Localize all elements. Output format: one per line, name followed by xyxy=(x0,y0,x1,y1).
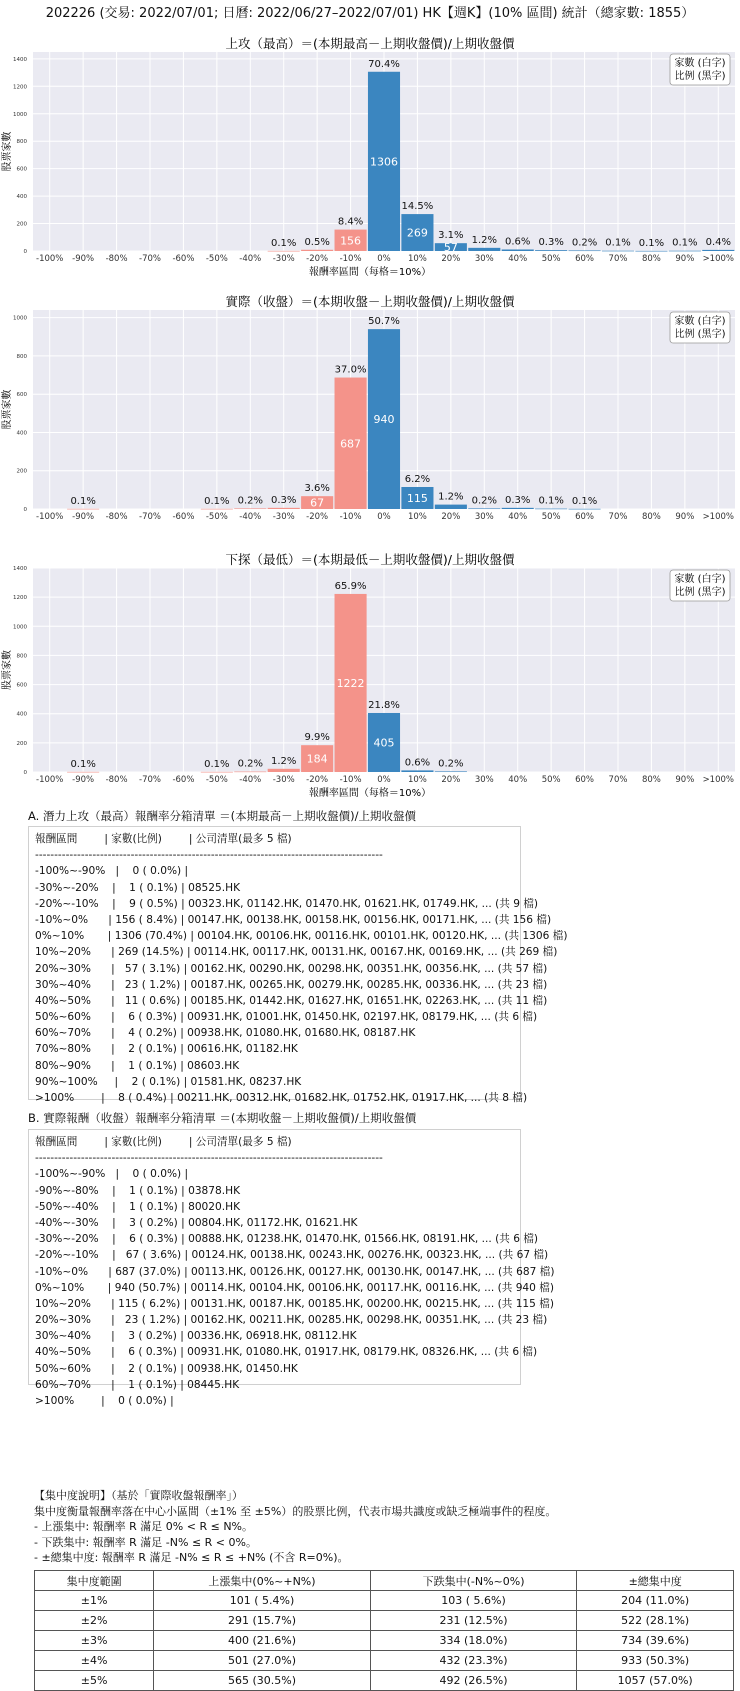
bar-percent-label: 0.1% xyxy=(204,758,230,770)
x-tick-label: -100% xyxy=(36,775,64,785)
x-tick-label: -70% xyxy=(139,775,161,785)
x-tick-label: -30% xyxy=(272,254,295,264)
x-tick-label: -10% xyxy=(339,775,362,785)
x-tick-label: -80% xyxy=(105,254,128,264)
list-item: 報酬區間 | 家數(比例) | 公司清單(最多 5 檔) xyxy=(35,833,292,845)
x-tick-label: -80% xyxy=(105,775,128,785)
x-tick-label: 80% xyxy=(641,512,661,522)
x-tick-label: -20% xyxy=(306,512,329,522)
bar-percent-label: 6.2% xyxy=(404,473,431,485)
page-title: 202226 (交易: 2022/07/01; 日曆: 2022/06/27–2022/07/01) HK【週K】(10% 區間) 統計（總家數: 1855） xyxy=(45,6,695,21)
bar-percent-label: 0.5% xyxy=(304,236,330,248)
bar-count-label: 115 xyxy=(406,491,428,505)
list-item: 70%~80% | 2 ( 0.1%) | 00616.HK, 01182.HK xyxy=(35,1043,298,1056)
table-header-cell: ±總集中度 xyxy=(577,1571,734,1591)
x-tick-label: >100% xyxy=(702,775,735,785)
list-item: >100% | 0 ( 0.0%) | xyxy=(35,1395,174,1407)
x-tick-label: -60% xyxy=(172,512,195,522)
bar-count-label: 57 xyxy=(443,241,458,255)
bar xyxy=(268,769,300,772)
table-row xyxy=(35,1611,734,1631)
bar-percent-label: 9.9% xyxy=(304,732,330,744)
bar xyxy=(268,508,300,509)
y-tick-label: 0 xyxy=(23,507,27,513)
bar xyxy=(468,508,500,509)
bar-count-label: 156 xyxy=(340,234,362,248)
bar-percent-label: 3.6% xyxy=(304,483,330,495)
list-item: 50%~60% | 6 ( 0.3%) | 00931.HK, 01001.HK, 01450.HK, 02197.HK, 08179.HK, ... (共 6 檔) xyxy=(35,1011,538,1024)
x-tick-label: 10% xyxy=(407,775,427,785)
table-header-row xyxy=(35,1571,734,1591)
table-cell: 501 (27.0%) xyxy=(154,1651,370,1671)
y-tick-label: 1200 xyxy=(13,595,27,602)
chart-title: 上攻（最高）＝(本期最高－上期收盤價)/上期收盤價 xyxy=(225,36,515,51)
bar xyxy=(234,772,266,773)
bar-percent-label: 0.3% xyxy=(538,237,564,249)
bar-percent-label: 0.1% xyxy=(70,495,96,507)
bar-count-label: 269 xyxy=(406,226,428,240)
list-item: 40%~50% | 11 ( 0.6%) | 00185.HK, 01442.HK, 01627.HK, 01651.HK, 02263.HK, ... (共 11 檔) xyxy=(35,994,548,1007)
y-tick-label: 800 xyxy=(16,353,27,360)
bar-percent-label: 0.1% xyxy=(538,495,564,507)
table-cell: 492 (26.5%) xyxy=(370,1671,577,1691)
legend-line: 家數 (白字) xyxy=(674,574,726,585)
x-tick-label: >100% xyxy=(702,512,735,522)
x-tick-label: -90% xyxy=(72,512,95,522)
bar-percent-label: 0.1% xyxy=(638,237,665,249)
x-tick-label: 50% xyxy=(541,775,561,785)
section-a-title: A. 潛力上攻（最高）報酬率分箱清單 ＝(本期最高－上期收盤價)/上期收盤價 xyxy=(28,809,416,823)
x-tick-label: 90% xyxy=(675,254,695,264)
bar-count-label: 1222 xyxy=(336,676,365,690)
y-tick-label: 800 xyxy=(16,653,27,660)
list-item: 50%~60% | 2 ( 0.1%) | 00938.HK, 01450.HK xyxy=(35,1362,298,1375)
chart-title: 下探（最低）＝(本期最低－上期收盤價)/上期收盤價 xyxy=(225,552,515,567)
bar xyxy=(569,509,601,510)
note-line: - 下跌集中: 報酬率 R 滿足 -N% ≤ R < 0%。 xyxy=(34,1535,257,1549)
table-cell: 101 ( 5.4%) xyxy=(154,1591,370,1611)
table-cell: 400 (21.6%) xyxy=(154,1631,370,1651)
x-tick-label: 0% xyxy=(377,512,391,522)
table-cell: 204 (11.0%) xyxy=(577,1591,734,1611)
bar-percent-label: 37.0% xyxy=(334,364,367,376)
y-tick-label: 600 xyxy=(16,166,27,173)
y-axis-label: 股票家數 xyxy=(2,650,13,690)
list-item: 0%~10% | 940 (50.7%) | 00114.HK, 00104.HK, 00106.HK, 00117.HK, 00116.HK, ... (共 940 檔) xyxy=(35,1281,555,1294)
y-tick-label: 800 xyxy=(16,139,27,146)
x-tick-label: 70% xyxy=(608,512,628,522)
table-header-cell: 集中度範圍 xyxy=(35,1571,154,1591)
bar xyxy=(535,250,567,251)
x-tick-label: -100% xyxy=(36,512,64,522)
bar-percent-label: 0.1% xyxy=(70,758,96,770)
y-tick-label: 0 xyxy=(23,770,27,776)
list-item: 30%~40% | 23 ( 1.2%) | 00187.HK, 00265.HK, 00279.HK, 00285.HK, 00336.HK, ... (共 23 檔) xyxy=(35,978,548,991)
list-item: 20%~30% | 23 ( 1.2%) | 00162.HK, 00211.HK, 00285.HK, 00298.HK, 00351.HK, ... (共 23 檔) xyxy=(35,1314,548,1327)
list-item: ------------------------------------------------------------------------------------------- xyxy=(35,849,383,862)
list-item: 90%~100% | 2 ( 0.1%) | 01581.HK, 08237.HK xyxy=(35,1075,302,1088)
bar-percent-label: 0.1% xyxy=(605,237,631,249)
bar-percent-label: 21.8% xyxy=(368,699,400,711)
y-tick-label: 600 xyxy=(16,392,27,399)
table-cell: 734 (39.6%) xyxy=(577,1631,734,1651)
bar-percent-label: 1.2% xyxy=(438,491,464,503)
bar xyxy=(435,505,467,509)
y-tick-label: 400 xyxy=(16,194,27,201)
list-item: 40%~50% | 6 ( 0.3%) | 00931.HK, 01080.HK, 01917.HK, 08179.HK, 08326.HK, ... (共 6 檔) xyxy=(35,1346,538,1359)
legend-line: 比例 (黑字) xyxy=(674,71,726,82)
bar xyxy=(602,251,634,252)
list-item: -50%~-40% | 1 ( 0.1%) | 80020.HK xyxy=(35,1200,241,1213)
list-item: -20%~-10% | 67 ( 3.6%) | 00124.HK, 00138.HK, 00243.HK, 00276.HK, 00323.HK, ... (共 67 檔) xyxy=(35,1249,549,1262)
y-tick-label: 400 xyxy=(16,430,27,437)
section-b-list xyxy=(28,1129,555,1407)
bar-percent-label: 65.9% xyxy=(334,580,367,592)
bar-percent-label: 0.6% xyxy=(505,236,531,248)
table-cell: 334 (18.0%) xyxy=(370,1631,577,1651)
table-cell: ±2% xyxy=(35,1611,154,1631)
x-tick-label: -10% xyxy=(339,254,362,264)
x-tick-label: 30% xyxy=(474,254,494,264)
table-row xyxy=(35,1651,734,1671)
table-header-cell: 下跌集中(-N%~0%) xyxy=(370,1571,577,1591)
bar xyxy=(502,508,534,509)
bar-percent-label: 14.5% xyxy=(401,201,434,213)
bar xyxy=(67,509,99,510)
x-tick-label: 20% xyxy=(441,775,461,785)
bar-percent-label: 0.1% xyxy=(271,237,297,249)
bar xyxy=(268,251,300,252)
y-tick-label: 1000 xyxy=(13,624,27,631)
chart-upside-high xyxy=(0,36,740,281)
list-item: ------------------------------------------------------------------------------------------- xyxy=(35,1152,383,1165)
x-tick-label: -90% xyxy=(72,775,95,785)
x-tick-label: 60% xyxy=(575,512,595,522)
list-item: 80%~90% | 1 ( 0.1%) | 08603.HK xyxy=(35,1059,240,1072)
x-tick-label: -50% xyxy=(205,775,228,785)
table-row xyxy=(35,1671,734,1691)
x-axis-label: 報酬率區間（每格＝10%） xyxy=(308,267,432,278)
x-tick-label: 40% xyxy=(508,775,528,785)
bar xyxy=(401,770,433,772)
x-tick-label: -70% xyxy=(139,254,161,264)
bar-percent-label: 0.2% xyxy=(471,495,497,507)
list-item: 20%~30% | 57 ( 3.1%) | 00162.HK, 00290.HK, 00298.HK, 00351.HK, 00356.HK, ... (共 57 檔) xyxy=(35,962,548,975)
bar-percent-label: 70.4% xyxy=(368,58,400,70)
chart-downside-low xyxy=(0,552,740,802)
section-b-title: B. 實際報酬（收盤）報酬率分箱清單 ＝(本期收盤－上期收盤價)/上期收盤價 xyxy=(28,1111,417,1125)
bar xyxy=(502,249,534,251)
list-item: 0%~10% | 1306 (70.4%) | 00104.HK, 00106.HK, 00116.HK, 00101.HK, 00120.HK, ... (共 1306 檔) xyxy=(35,930,568,943)
x-tick-label: 90% xyxy=(675,775,695,785)
x-tick-label: -80% xyxy=(105,512,128,522)
x-tick-label: 0% xyxy=(377,775,391,785)
bar xyxy=(468,248,500,251)
bar-percent-label: 0.1% xyxy=(204,495,230,507)
bar xyxy=(435,771,467,772)
y-tick-label: 0 xyxy=(23,249,27,255)
list-item: -10%~0% | 687 (37.0%) | 00113.HK, 00126.HK, 00127.HK, 00130.HK, 00147.HK, ... (共 687 檔) xyxy=(35,1265,555,1278)
table-cell: 565 (30.5%) xyxy=(154,1671,370,1691)
x-tick-label: -20% xyxy=(306,775,329,785)
y-tick-label: 1200 xyxy=(13,84,27,91)
list-item: 10%~20% | 269 (14.5%) | 00114.HK, 00117.HK, 00131.HK, 00167.HK, 00169.HK, ... (共 269 檔) xyxy=(35,946,558,959)
legend-box xyxy=(670,54,730,85)
x-tick-label: 20% xyxy=(441,512,461,522)
y-axis-label: 股票家數 xyxy=(2,389,13,430)
list-item: 30%~40% | 3 ( 0.2%) | 00336.HK, 06918.HK, 08112.HK xyxy=(35,1330,357,1343)
x-tick-label: -40% xyxy=(239,512,262,522)
table-cell: ±3% xyxy=(35,1631,154,1651)
x-tick-label: 10% xyxy=(407,512,427,522)
note-line: - ±總集中度: 報酬率 R 滿足 -N% ≤ R ≤ +N% (不含 R=0%)。 xyxy=(34,1551,349,1564)
list-item: -40%~-30% | 3 ( 0.2%) | 00804.HK, 01172.HK, 01621.HK xyxy=(35,1216,358,1229)
x-tick-label: >100% xyxy=(702,254,735,264)
x-tick-label: 20% xyxy=(441,254,461,264)
concentration-note xyxy=(34,1488,556,1566)
note-line: 【集中度說明】（基於「實際收盤報酬率」） xyxy=(34,1489,243,1502)
y-tick-label: 200 xyxy=(16,468,27,475)
bar xyxy=(569,250,601,251)
bar-percent-label: 0.3% xyxy=(505,494,531,506)
legend-box xyxy=(670,312,730,343)
bar-percent-label: 3.1% xyxy=(438,230,464,242)
x-tick-label: 50% xyxy=(541,512,561,522)
bar-count-label: 1306 xyxy=(370,155,398,169)
bar-percent-label: 0.1% xyxy=(672,237,698,249)
bar-count-label: 67 xyxy=(310,496,325,510)
x-tick-label: -10% xyxy=(339,512,362,522)
x-tick-label: -50% xyxy=(205,254,228,264)
x-tick-label: 80% xyxy=(641,254,661,264)
y-tick-label: 400 xyxy=(16,711,27,718)
table-cell: 103 ( 5.6%) xyxy=(370,1591,577,1611)
list-item: -100%~-90% | 0 ( 0.0%) | xyxy=(35,865,189,878)
table-cell: ±4% xyxy=(35,1651,154,1671)
x-tick-label: 0% xyxy=(377,254,391,264)
legend-line: 比例 (黑字) xyxy=(674,329,726,340)
x-tick-label: 30% xyxy=(474,512,494,522)
legend-line: 比例 (黑字) xyxy=(674,587,726,598)
table-cell: 1057 (57.0%) xyxy=(577,1671,734,1691)
x-tick-label: -20% xyxy=(306,254,329,264)
bar xyxy=(702,250,734,251)
table-cell: 291 (15.7%) xyxy=(154,1611,370,1631)
bar-percent-label: 0.1% xyxy=(571,495,598,507)
x-tick-label: 80% xyxy=(641,775,661,785)
bar-percent-label: 0.6% xyxy=(404,757,431,769)
bar-count-label: 687 xyxy=(340,437,362,451)
list-item: -100%~-90% | 0 ( 0.0%) | xyxy=(35,1168,189,1181)
x-tick-label: 40% xyxy=(508,254,528,264)
table-cell: 933 (50.3%) xyxy=(577,1651,734,1671)
x-tick-label: -40% xyxy=(239,254,262,264)
x-tick-label: -30% xyxy=(272,775,295,785)
table-cell: 231 (12.5%) xyxy=(370,1611,577,1631)
x-tick-label: 60% xyxy=(575,775,595,785)
bar xyxy=(67,772,99,773)
y-tick-label: 200 xyxy=(16,221,27,228)
y-tick-label: 600 xyxy=(16,682,27,689)
legend-line: 家數 (白字) xyxy=(674,58,726,69)
bar xyxy=(201,509,233,510)
table-row xyxy=(35,1591,734,1611)
list-item: 60%~70% | 1 ( 0.1%) | 08445.HK xyxy=(35,1378,240,1391)
x-tick-label: 90% xyxy=(675,512,695,522)
table-cell: ±5% xyxy=(35,1671,154,1691)
bar-count-label: 405 xyxy=(373,736,395,750)
x-tick-label: -40% xyxy=(239,775,262,785)
bar xyxy=(301,250,333,251)
legend-box xyxy=(670,570,730,601)
table-header-cell: 上漲集中(0%~+N%) xyxy=(154,1571,370,1591)
y-tick-label: 1400 xyxy=(13,566,27,572)
bar-percent-label: 50.7% xyxy=(368,316,400,328)
x-tick-label: -60% xyxy=(172,775,195,785)
x-tick-label: -90% xyxy=(72,254,95,264)
y-tick-label: 200 xyxy=(16,740,27,747)
x-tick-label: 70% xyxy=(608,254,628,264)
section-a-list xyxy=(28,826,568,1104)
bar-percent-label: 1.2% xyxy=(271,755,297,767)
bar xyxy=(234,508,266,509)
x-tick-label: 50% xyxy=(541,254,561,264)
x-tick-label: 30% xyxy=(474,775,494,785)
table-row xyxy=(35,1631,734,1651)
list-item: -90%~-80% | 1 ( 0.1%) | 03878.HK xyxy=(35,1184,241,1197)
x-tick-label: 70% xyxy=(608,775,628,785)
note-line: 集中度衡量報酬率落在中心小區間（±1% 至 ±5%）的股票比例，代表市場共識度或缺乏極端事件的程度。 xyxy=(34,1504,557,1518)
table-cell: ±1% xyxy=(35,1591,154,1611)
bar xyxy=(201,772,233,773)
x-tick-label: 10% xyxy=(407,254,427,264)
x-tick-label: -50% xyxy=(205,512,228,522)
y-tick-label: 1000 xyxy=(13,315,27,322)
list-item: -10%~0% | 156 ( 8.4%) | 00147.HK, 00138.HK, 00158.HK, 00156.HK, 00171.HK, ... (共 156 檔) xyxy=(35,913,552,926)
list-item: 60%~70% | 4 ( 0.2%) | 00938.HK, 01080.HK, 01680.HK, 08187.HK xyxy=(35,1027,416,1040)
list-item: -20%~-10% | 9 ( 0.5%) | 00323.HK, 01142.HK, 01470.HK, 01621.HK, 01749.HK, ... (共 9 檔) xyxy=(35,897,539,910)
bar xyxy=(635,251,667,252)
y-tick-label: 1400 xyxy=(13,56,27,63)
bar-percent-label: 0.2% xyxy=(571,237,598,249)
x-tick-label: -70% xyxy=(139,512,161,522)
bar-percent-label: 8.4% xyxy=(337,216,364,228)
list-item: >100% | 8 ( 0.4%) | 00211.HK, 00312.HK, 01682.HK, 01752.HK, 01917.HK, ... (共 8 檔) xyxy=(35,1092,528,1104)
y-tick-label: 1000 xyxy=(13,111,27,118)
bar-percent-label: 0.2% xyxy=(438,758,464,770)
x-tick-label: -30% xyxy=(272,512,295,522)
list-item: -30%~-20% | 6 ( 0.3%) | 00888.HK, 01238.HK, 01470.HK, 01566.HK, 08191.HK, ... (共 6 檔) xyxy=(35,1233,539,1246)
x-tick-label: 40% xyxy=(508,512,528,522)
bar-count-label: 940 xyxy=(373,413,395,427)
y-axis-label: 股票家數 xyxy=(2,131,13,172)
legend-line: 家數 (白字) xyxy=(674,316,726,327)
bar-percent-label: 1.2% xyxy=(471,234,497,246)
chart-actual-close xyxy=(0,294,740,539)
table-cell: 522 (28.1%) xyxy=(577,1611,734,1631)
bar xyxy=(535,509,567,510)
concentration-table xyxy=(34,1570,734,1691)
note-line: - 上漲集中: 報酬率 R 滿足 0% < R ≤ N%。 xyxy=(34,1520,253,1533)
bar-percent-label: 0.2% xyxy=(237,758,263,770)
chart-title: 實際（收盤）＝(本期收盤－上期收盤價)/上期收盤價 xyxy=(225,294,515,309)
table-cell: 432 (23.3%) xyxy=(370,1651,577,1671)
x-tick-label: -60% xyxy=(172,254,195,264)
list-item: 10%~20% | 115 ( 6.2%) | 00131.HK, 00187.HK, 00185.HK, 00200.HK, 00215.HK, ... (共 115 檔) xyxy=(35,1297,555,1310)
bar-percent-label: 0.4% xyxy=(705,236,731,248)
bar-count-label: 184 xyxy=(306,752,328,766)
x-tick-label: -100% xyxy=(36,254,64,264)
list-item: -30%~-20% | 1 ( 0.1%) | 08525.HK xyxy=(35,881,241,894)
x-axis-label: 報酬率區間（每格＝10%） xyxy=(308,788,432,799)
list-item: 報酬區間 | 家數(比例) | 公司清單(最多 5 檔) xyxy=(35,1136,292,1148)
bar xyxy=(669,251,701,252)
bar-percent-label: 0.3% xyxy=(271,494,297,506)
bar-percent-label: 0.2% xyxy=(237,495,263,507)
x-tick-label: 60% xyxy=(575,254,595,264)
